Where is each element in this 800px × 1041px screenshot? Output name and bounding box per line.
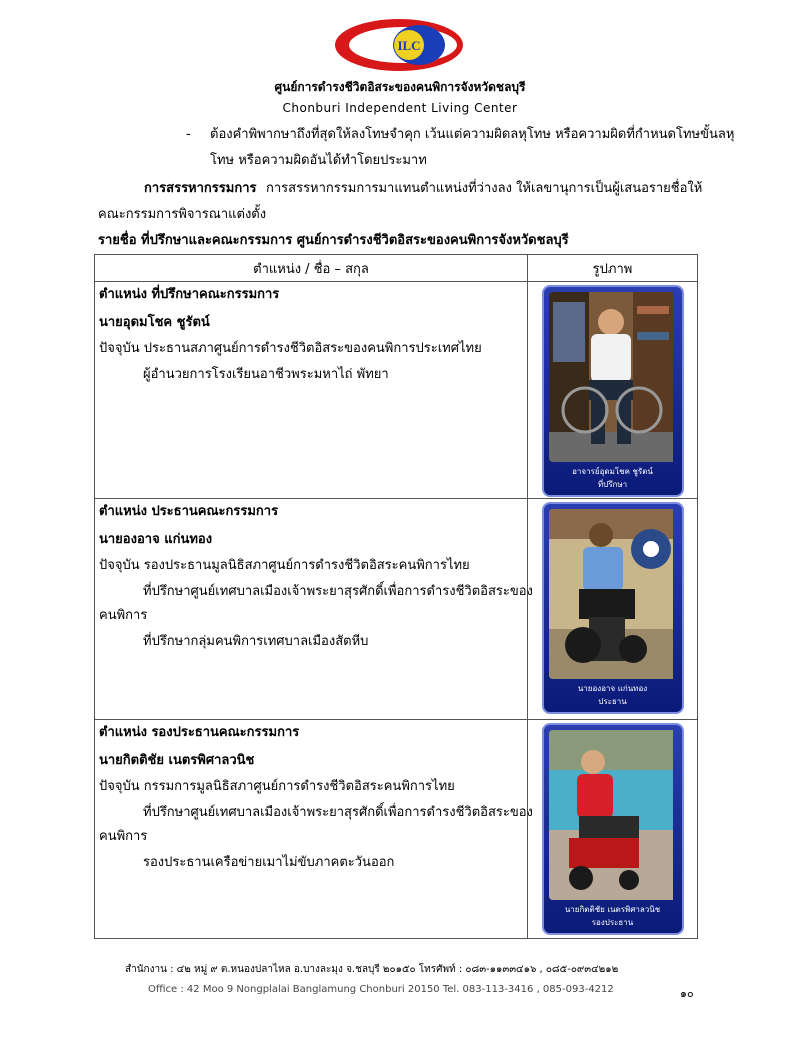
ilc-logo: [333, 16, 465, 74]
member-detail: ที่ปรึกษาศูนย์เทศบาลเมืองเจ้าพระยาสุรศักดิ์เพื่อการดำรงชีวิตอิสระของ: [143, 805, 533, 820]
member-position: ตำแหน่ง รองประธานคณะกรรมการ: [99, 725, 300, 740]
photo-card-president: [542, 502, 684, 714]
recruit-heading: การสรรหากรรมการ: [144, 181, 257, 196]
org-name-english: Chonburi Independent Living Center: [282, 101, 518, 115]
footer-address-english: Office : 42 Moo 9 Nongplalai Banglamung Chonburi 20150 Tel. 083-113-3416 , 085-093-4212: [148, 984, 614, 995]
member-current: ปัจจุบัน กรรมการมูลนิธิสภาศูนย์การดำรงชีวิตอิสระคนพิการไทย: [99, 779, 455, 794]
table-row: [95, 282, 698, 499]
bullet-line-2: โทษ หรือความผิดอันได้ทำโดยประมาท: [210, 153, 427, 168]
member-name: นายอุดมโชค ชูรัตน์: [99, 315, 210, 330]
member-detail-cont: คนพิการ: [99, 608, 148, 623]
vice-president-photo: [549, 730, 677, 900]
footer-address-thai: สำนักงาน : ๔๒ หมู่ ๙ ต.หนองปลาไหล อ.บางละมุง จ.ชลบุรี ๒๐๑๕๐ โทรศัพท์ : ๐๘๓-๑๑๓๓๔๑๖ , ๐๘๕-๐๙๓๔๒๑๒: [125, 964, 619, 975]
photo-caption-name: นายกิตติชัย เนตรพิศาลวนิช: [564, 905, 661, 914]
recruit-text-1: การสรรหากรรมการมาแทนตำแหน่งที่ว่างลง ให้เลขานุการเป็นผู้เสนอรายชื่อให้: [266, 181, 703, 196]
member-detail-cont: คนพิการ: [99, 829, 148, 844]
member-detail: ที่ปรึกษากลุ่มคนพิการเทศบาลเมืองสัตหีบ: [143, 634, 369, 649]
bullet-line-1: ต้องคำพิพากษาถึงที่สุดให้ลงโทษจำคุก เว้นแต่ความผิดลหุโทษ หรือความผิดที่กำหนดโทษขั้นลหุ: [210, 127, 735, 142]
bullet-dash: -: [186, 127, 191, 142]
org-name-thai: ศูนย์การดำรงชีวิตอิสระของคนพิการจังหวัดชลบุรี: [274, 80, 526, 94]
recruit-text-2: คณะกรรมการพิจารณาแต่งตั้ง: [98, 207, 267, 222]
member-current: ปัจจุบัน รองประธานมูลนิธิสภาศูนย์การดำรงชีวิตอิสระคนพิการไทย: [99, 558, 470, 573]
photo-card-advisor: [542, 285, 684, 497]
photo-card-vice-president: [542, 723, 684, 935]
advisor-photo: [549, 292, 677, 462]
photo-caption-role: รองประธาน: [591, 918, 634, 927]
table-row: [95, 499, 698, 720]
page-number: ๑๐: [680, 987, 694, 1000]
photo-caption-role: ที่ปรึกษา: [597, 480, 628, 489]
member-detail: ผู้อำนวยการโรงเรียนอาชีวพระมหาไถ่ พัทยา: [143, 367, 389, 382]
member-name: นายกิตติชัย เนตรพิศาลวนิช: [99, 753, 255, 768]
photo-caption-name: นายองอาจ แก่นทอง: [577, 684, 648, 693]
member-current: ปัจจุบัน ประธานสภาศูนย์การดำรงชีวิตอิสระของคนพิการประเทศไทย: [99, 341, 482, 356]
committee-table: [94, 254, 698, 939]
list-title: รายชื่อ ที่ปรึกษาและคณะกรรมการ ศูนย์การดำรงชีวิตอิสระของคนพิการจังหวัดชลบุรี: [98, 233, 569, 248]
table-row: [95, 720, 698, 939]
member-detail: รองประธานเครือข่ายเมาไม่ขับภาคตะวันออก: [143, 855, 395, 870]
logo-text: ILC: [397, 38, 421, 53]
header-position-name: ตำแหน่ง / ชื่อ – สกุล: [95, 255, 528, 282]
member-name: นายองอาจ แก่นทอง: [99, 532, 213, 547]
member-detail: ที่ปรึกษาศูนย์เทศบาลเมืองเจ้าพระยาสุรศักดิ์เพื่อการดำรงชีวิตอิสระของ: [143, 584, 533, 599]
member-position: ตำแหน่ง ที่ปรึกษาคณะกรรมการ: [99, 287, 280, 302]
photo-caption-name: อาจารย์อุดมโชค ชูรัตน์: [572, 467, 653, 476]
table-header-row: [95, 255, 698, 282]
president-photo: [549, 509, 677, 679]
photo-caption-role: ประธาน: [598, 697, 627, 706]
header-photo: รูปภาพ: [528, 255, 698, 282]
member-position: ตำแหน่ง ประธานคณะกรรมการ: [99, 504, 279, 519]
